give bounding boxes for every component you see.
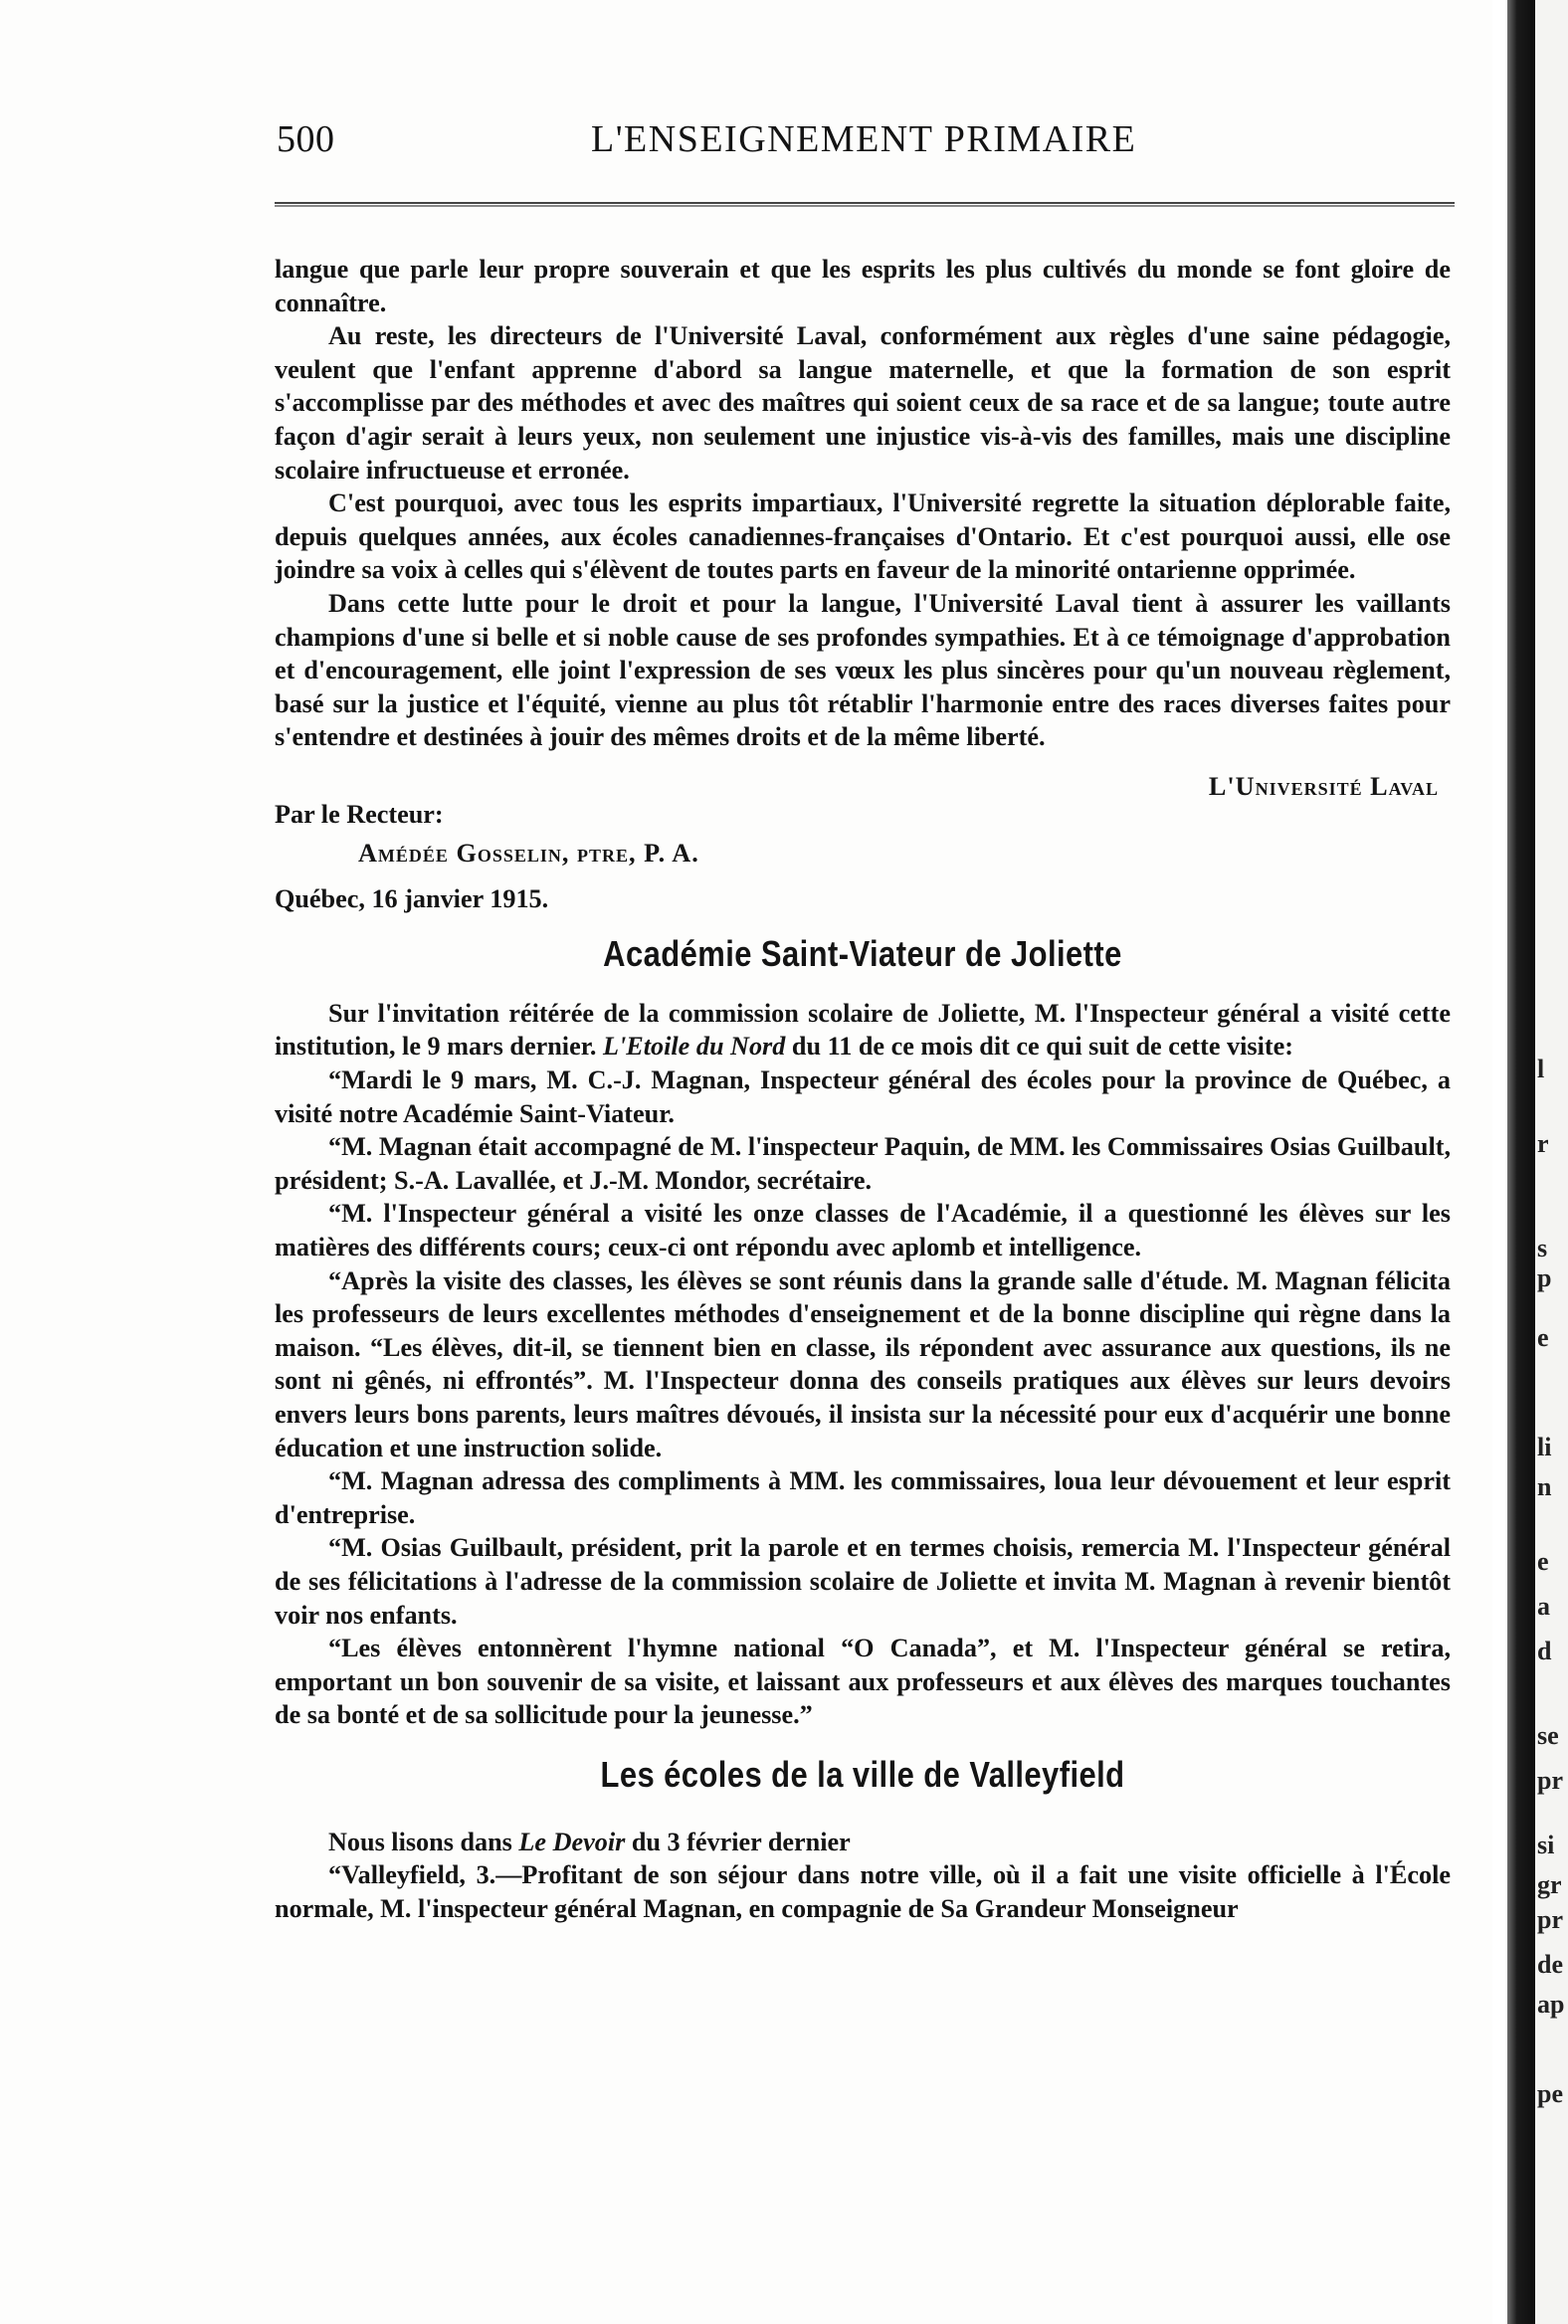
section-intro: Nous lisons dans Le Devoir du 3 février dernier	[328, 1827, 851, 1856]
letter-paragraph: Dans cette lutte pour le droit et pour la langue, l'Université Laval tient à assurer les vaillants champions d'une si belle et si noble cause de ses profondes sympathies. Et à ce témoignage d'approbation et d'encouragement, elle joint l'expression de ses vœux les plus sincères pour qu'un nouveau règlement, basé sur la justice et l'équité, vienne au plus tôt rétablir l'harmonie entre des races diverses faites pour s'entendre et destinées à jouir des mêmes droits et de la même liberté.	[275, 588, 1451, 752]
edge-fragment: l	[1537, 1055, 1545, 1083]
quote-paragraph: “Les élèves entonnèrent l'hymne national “O Canada”, et M. l'Inspecteur général se retira, emportant un bon souvenir de sa visite, et laissant aux professeurs et aux élèves des marques touchantes de sa bonté et de sa sollicitude pour la jeunesse.”	[275, 1634, 1451, 1730]
edge-fragment: pr	[1537, 1766, 1563, 1795]
letter-paragraph: langue que parle leur propre souverain et que les esprits les plus cultivés du monde se font gloire de connaître.	[275, 255, 1451, 317]
quote-paragraph: “Valleyfield, 3.—Profitant de son séjour dans notre ville, où il a fait une visite officielle à l'École normale, M. l'inspecteur général Magnan, en compagnie de Sa Grandeur Monseigneur	[275, 1860, 1451, 1923]
letter-paragraph: C'est pourquoi, avec tous les esprits impartiaux, l'Université regrette la situation déplorable faite, depuis quelques années, aux écoles canadiennes-françaises d'Ontario. Et c'est pourquoi aussi, elle ose joindre sa voix à celles qui s'élèvent de toutes parts en faveur de la minorité ontarienne opprimée.	[275, 488, 1451, 585]
edge-fragment: r	[1537, 1129, 1549, 1158]
letter-paragraph: Au reste, les directeurs de l'Université Laval, conformément aux règles d'une saine pédagogie, veulent que l'enfant apprenne d'abord sa langue maternelle, et que la formation de son esprit s'accomplisse par des méthodes et avec des maîtres qui soient ceux de sa race et de sa langue; toute autre façon d'agir serait à leurs yeux, non seulement une injustice vis-à-vis des familles, mais une discipline scolaire infructueuse et erronée.	[275, 321, 1451, 484]
header-rule	[275, 202, 1455, 207]
quote-paragraph: “M. Magnan était accompagné de M. l'inspecteur Paquin, de MM. les Commissaires Osias Guilbault, président; S.-A. Lavallée, et J.-M. Mondor, secrétaire.	[275, 1132, 1451, 1195]
page-body	[275, 253, 1451, 1925]
edge-fragment: si	[1537, 1831, 1555, 1859]
section-intro: Sur l'invitation réitérée de la commission scolaire de Joliette, M. l'Inspecteur général a visité cette institution, le 9 mars dernier. L'Etoile du Nord du 11 de ce mois dit ce qui suit de cette visite:	[275, 998, 1451, 1062]
quote-paragraph: “M. l'Inspecteur général a visité les onze classes de l'Académie, il a questionné les élèves sur les matières des différents cours; ceux-ci ont répondu avec aplomb et intelligence.	[275, 1199, 1451, 1262]
edge-fragment: de	[1537, 1950, 1563, 1979]
signature-university: L'Université Laval	[1208, 771, 1439, 801]
edge-fragment: e	[1537, 1323, 1549, 1352]
newspaper-title: Le Devoir	[518, 1827, 626, 1856]
edge-fragment: pr	[1537, 1905, 1563, 1934]
edge-fragment: pe	[1537, 2079, 1563, 2108]
edge-fragment: n	[1537, 1472, 1552, 1501]
edge-fragment: s	[1537, 1234, 1548, 1262]
edge-fragment: gr	[1537, 1870, 1562, 1899]
edge-fragment: se	[1537, 1721, 1559, 1750]
quote-paragraph: “M. Osias Guilbault, président, prit la parole et en termes choisis, remercia M. l'Inspecteur général de ses félicitations à l'adresse de la commission scolaire de Joliette et invita M. Magnan à revenir bientôt voir nos enfants.	[275, 1533, 1451, 1630]
edge-fragment: e	[1537, 1547, 1549, 1576]
page-number: 500	[277, 118, 335, 160]
quote-paragraph: “Après la visite des classes, les élèves se sont réunis dans la grande salle d'étude. M. Magnan félicita les professeurs de leurs excellentes méthodes d'enseignement et de la bonne discipline qui règne dans la maison. “Les élèves, dit-il, se tiennent bien en classe, ils répondent avec assurance aux questions, ils ne sont ni gênés, ni effrontés”. M. l'Inspecteur donna des conseils pratiques aux élèves sur leurs devoirs envers leurs bons parents, leurs maîtres dévoués, il insista sur la nécessité pour eux d'acquérir une bonne éducation et une instruction solide.	[275, 1265, 1451, 1462]
edge-fragment: a	[1537, 1592, 1550, 1621]
edge-fragment: ap	[1537, 1990, 1565, 2019]
edge-fragment: li	[1537, 1433, 1552, 1461]
rector-label: Par le Recteur:	[275, 799, 444, 829]
dateline: Québec, 16 janvier 1915.	[275, 883, 549, 913]
journal-title: L'ENSEIGNEMENT PRIMAIRE	[591, 118, 1137, 160]
section-heading-joliette: Académie Saint-Viateur de Joliette	[603, 933, 1122, 975]
page-gutter-shadow	[1507, 0, 1535, 2324]
facing-page-edge	[1535, 0, 1568, 2324]
rector-name: Amédée Gosselin, ptre, P. A.	[358, 839, 699, 869]
section-heading-valleyfield: Les écoles de la ville de Valleyfield	[600, 1753, 1125, 1795]
quote-paragraph: “Mardi le 9 mars, M. C.-J. Magnan, Inspecteur général des écoles pour la province de Québec, a visité notre Académie Saint-Viateur.	[275, 1065, 1451, 1128]
quote-paragraph: “M. Magnan adressa des compliments à MM. les commissaires, loua leur dévouement et leur esprit d'entreprise.	[275, 1466, 1451, 1529]
edge-fragment: d	[1537, 1637, 1552, 1665]
edge-fragment: p	[1537, 1263, 1552, 1292]
newspaper-title: L'Etoile du Nord	[603, 1032, 786, 1062]
